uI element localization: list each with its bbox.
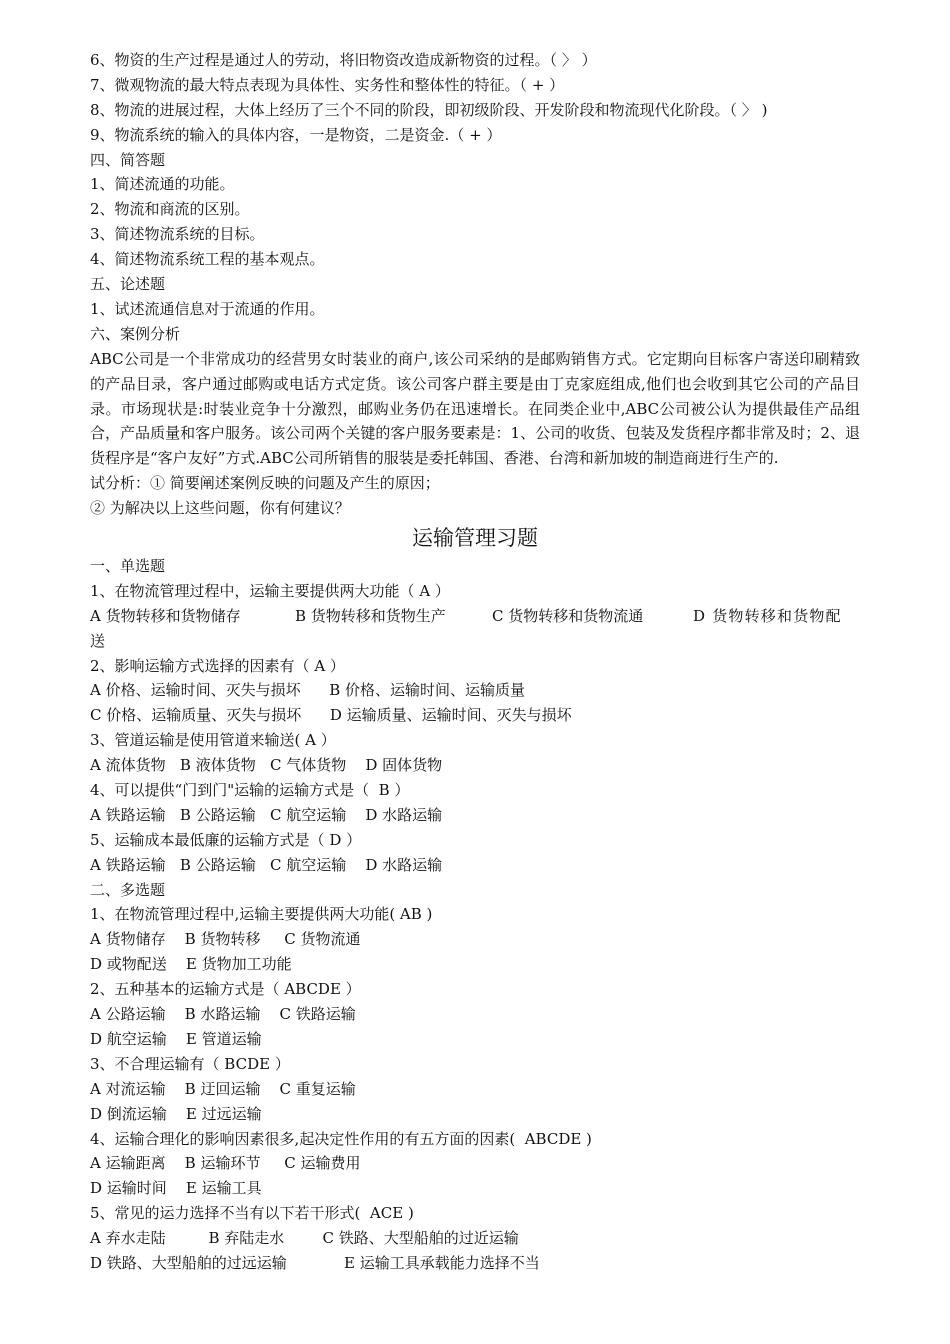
text-line: 2、五种基本的运输方式是（ ABCDE ） <box>90 980 361 999</box>
text-line: 二、多选题 <box>90 880 166 899</box>
judgement-and-essay-section <box>90 48 860 347</box>
text-line: 4、运输合理化的影响因素很多,起决定性作用的有五方面的因素( ABCDE ) <box>90 1129 592 1148</box>
text-line: 六、案例分析 <box>90 324 181 343</box>
text-line: 3、不合理运输有（ BCDE ） <box>90 1054 290 1073</box>
text-line: 6、物资的生产过程是通过人的劳动，将旧物资改造成新物资的过程。（ 〉 ） <box>90 51 597 69</box>
text-line: 四、简答题 <box>90 150 166 169</box>
text-line: A 运输距离 B 运输环节 C 运输费用 <box>90 1154 361 1173</box>
text-line: A 铁路运输 B 公路运输 C 航空运输 D 水路运输 <box>90 805 443 824</box>
text-line: 1、在物流管理过程中,运输主要提供两大功能( AB ) <box>90 905 433 924</box>
text-line: A 弃水走陆 B 弃陆走水 C 铁路、大型船舶的过近运输 <box>90 1229 519 1248</box>
single-choice-heading: 一、单选题 <box>90 557 166 575</box>
option-c: C 货物转移和货物流通 <box>492 606 644 625</box>
text-line: 9、物流系统的输入的具体内容，一是物资，二是资金.（ + ） <box>90 125 502 144</box>
text-line: D 铁路、大型船舶的过远运输 E 运输工具承载能力选择不当 <box>90 1253 540 1272</box>
question-list <box>90 654 860 1276</box>
text-line: D 或物配送 E 货物加工功能 <box>90 955 292 974</box>
question-options <box>90 604 860 629</box>
document-page <box>90 48 860 1276</box>
text-line: 1、试述流通信息对于流通的作用。 <box>90 299 325 318</box>
text-line: 4、可以提供“门到门"运输的运输方式是（ B ） <box>90 781 410 800</box>
section-title: 运输管理习题 <box>412 526 538 550</box>
text-line: A 流体货物 B 液体货物 C 气体货物 D 固体货物 <box>90 756 443 775</box>
text-line: 五、论述题 <box>90 275 166 294</box>
option-a: A 货物转移和货物储存 <box>90 606 241 625</box>
text-line: A 货物储存 B 货物转移 C 货物流通 <box>90 930 361 949</box>
text-line: A 公路运输 B 水路运输 C 铁路运输 <box>90 1005 356 1024</box>
text-line: 8、物流的进展过程，大体上经历了三个不同的阶段，即初级阶段、开发阶段和物流现代化阶段。（ 〉 ) <box>90 100 768 119</box>
text-line: D 倒流运输 E 过远运输 <box>90 1104 262 1123</box>
text-line: 2、影响运输方式选择的因素有（ A ） <box>90 656 345 675</box>
text-line: 3、管道运输是使用管道来输送( A ） <box>90 731 336 750</box>
case-paragraph: ABC公司是一个非常成功的经营男女时装业的商户,该公司采纳的是邮购销售方式。它定期向目标客户寄送印刷精致的产品目录，客户通过邮购或电话方式定货。该公司客户群主要是由丁克家庭组成,他们也会收到其它公司的产品目录。市场现状是:时装业竞争十分激烈，邮购业务仍在迅速增长。在同类企业中,ABC公司被公认为提供最佳产品组合，产品质量和客户服务。该公司两个关键的客户服务要素是：1、公司的收货、包装及发货程序都非常及时；2、退货程序是“客户友好”方式.ABC公司所销售的服装是委托韩国、香港、台湾和新加坡的制造商进行生产的. <box>90 349 860 468</box>
text-line: 3、简述物流系统的目标。 <box>90 225 265 244</box>
text-line: A 价格、运输时间、灭失与损坏 B 价格、运输时间、运输质量 <box>90 681 526 700</box>
text-line: A 铁路运输 B 公路运输 C 航空运输 D 水路运输 <box>90 855 443 874</box>
option-d-wrap: 送 <box>90 631 106 650</box>
option-b: B 货物转移和货物生产 <box>295 606 446 625</box>
text-line: D 航空运输 E 管道运输 <box>90 1029 262 1048</box>
text-line: 2、物流和商流的区别。 <box>90 200 250 219</box>
case-question-2: ② 为解决以上这些问题，你有何建议？ <box>90 499 350 518</box>
text-line: 7、微观物流的最大特点表现为具体性、实务性和整体性的特征。（ + ） <box>90 75 565 94</box>
text-line: 5、常见的运力选择不当有以下若干形式( ACE ) <box>90 1204 414 1223</box>
text-line: 1、简述流通的功能。 <box>90 175 235 194</box>
text-line: 4、简述物流系统工程的基本观点。 <box>90 250 325 269</box>
text-line: 5、运输成本最低廉的运输方式是（ D ） <box>90 830 362 849</box>
text-line: D 运输时间 E 运输工具 <box>90 1179 262 1198</box>
case-question-1: 试分析：① 简要阐述案例反映的问题及产生的原因； <box>90 474 440 493</box>
option-d: D 货物转移和货物配 <box>693 606 842 625</box>
text-line: C 价格、运输质量、灭失与损坏 D 运输质量、运输时间、灭失与损坏 <box>90 706 572 725</box>
question-stem: 1、在物流管理过程中，运输主要提供两大功能（ A ） <box>90 581 450 600</box>
text-line: A 对流运输 B 迂回运输 C 重复运输 <box>90 1079 356 1098</box>
